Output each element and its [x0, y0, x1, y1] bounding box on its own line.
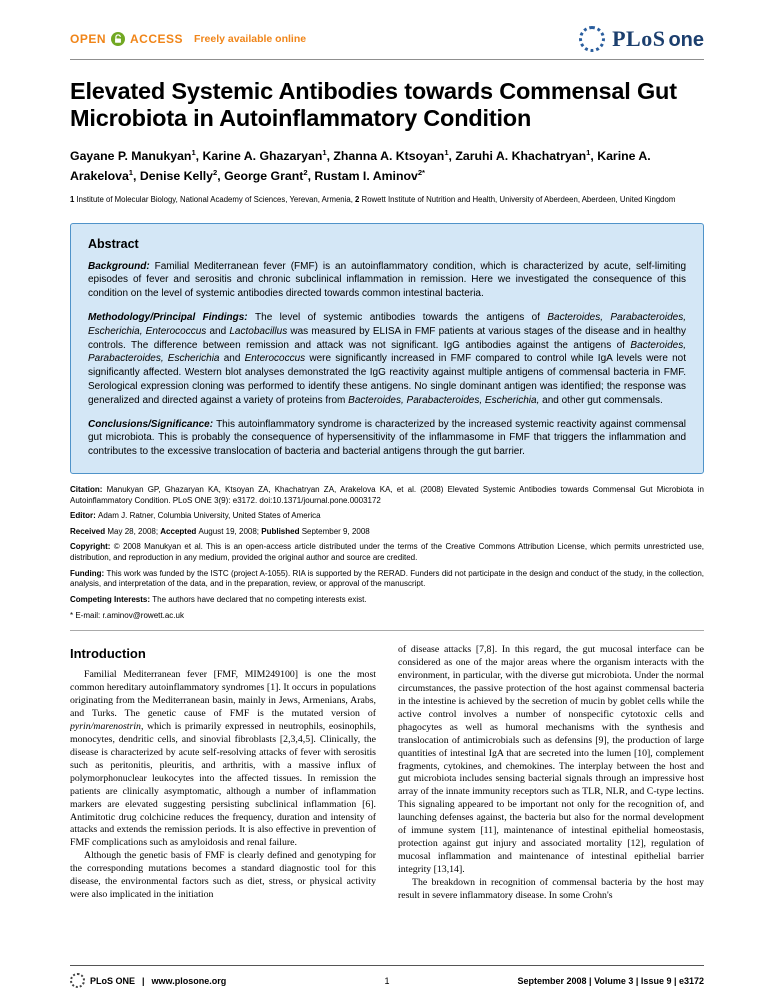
footer-left: [70, 973, 385, 988]
email-link[interactable]: r.aminov@rowett.ac.uk: [102, 610, 184, 620]
footer-issue-info: September 2008 | Volume 3 | Issue 9 | e3172: [517, 975, 705, 986]
footer-journal-name: PLoS ONE: [90, 975, 136, 986]
copyright-line: Copyright: © 2008 Manukyan et al. This is an open-access article distributed under the terms of the Creative Commons Attribution License, which permits unrestricted use, distribution, and reproduction in any medium, provided the original author and source are credited.: [70, 542, 704, 563]
abstract-heading: Abstract: [88, 236, 139, 251]
right-column: [398, 644, 704, 965]
email-line: [70, 611, 704, 622]
article-title: Elevated Systemic Antibodies towards Commensal Gut Microbiota in Autoinflammatory Condition: [70, 78, 677, 132]
abstract-conclusions-paragraph: Conclusions/Significance: This autoinflammatory syndrome is characterized by the increased systemic reactivity against commensal gut microbiota. This is probably the consequence of hypersensitivity of the inflammasome in FMF that triggers the inflammation and contributes to the excessive translocation of bacteria and bacterial antigens through the gut barrier.: [88, 418, 686, 458]
plos-globe-icon: [579, 26, 605, 52]
brand-one-text: one: [668, 29, 704, 51]
plos-one-logo: [579, 26, 704, 52]
email-label: * E-mail:: [70, 610, 103, 620]
funding-line: Funding: This work was funded by the ISTC (project A-1055). RIA is supported by the RERAD. Funders did not participate in the design and conduct of the study, in the collection, analysis, and interpretation of the data, and in the preparation, review, or approval of the manuscript.: [70, 568, 704, 589]
left-column: [70, 644, 376, 965]
article-metadata: [70, 485, 704, 631]
brand-plos-text: PLoS: [612, 26, 666, 51]
affiliations: 1 Institute of Molecular Biology, National Academy of Sciences, Yerevan, Armenia, 2 Rowett Institute of Nutrition and Health, University of Aberdeen, Aberdeen, United Kingdom: [70, 195, 676, 205]
intro-paragraph-2: Although the genetic basis of FMF is clearly defined and genotyping for the corresponding mutations becomes a standard diagnostic tool for this disease, the environmental factors such as diet, stress, or physical activity were also implicated in the initiation: [70, 850, 376, 901]
footer-separator: |: [142, 975, 145, 986]
footer-journal-url: www.plosone.org: [151, 975, 227, 986]
abstract-methodology-paragraph: Methodology/Principal Findings: The level of systemic antibodies towards the antigens of Bacteroides, Parabacteroides, Escherichia, Enterococcus and Lactobacillus was measured by ELISA in FMF patients at various stages of the disease and in healthy controls. The difference between remission and attack was not significant. IgG antibodies against the antigens of Bacteroides, Parabacteroides, Escherichia and Enterococcus were significantly increased in FMF compared to control while IgA levels were not significantly affected. Western blot analyses demonstrated the IgG reactivity against multiple antigens of commensal bacteria in FMF. Serological expression cloning was performed to identify these antigens. No single dominant antigen was identified; the response was generalized and directed against a variety of proteins from Bacteroides, Parabacteroides, Escherichia, and other gut commensals.: [88, 312, 686, 406]
plos-stamp-icon: [70, 973, 85, 988]
dates-line: Received May 28, 2008; Accepted August 19, 2008; Published September 9, 2008: [70, 526, 370, 536]
footer-page-number: 1: [384, 975, 390, 986]
abstract-box: [70, 223, 704, 474]
masthead: [70, 26, 704, 60]
editor-line: Editor: Adam J. Ratner, Columbia University, United States of America: [70, 511, 321, 521]
intro-paragraph-3: of disease attacks [7,8]. In this regard, the gut mucosal interface can be considered as one of the major areas where the organism interacts with the environment, in particular, with the diverse gut microbiota. Under the normal circumstances, the passive protection of the host against commensal bacteria in the intestine is achieved by the secretion of mucin by goblet cells while the active control involves a number of nonspecific cytotoxic cells and phagocytes as well as humoral mechanisms with the synthesis and translocation of antimicrobials such as defensins [9], the production of large quantities of intestinal IgA that are secreted into the lumen [10], complement fragments, cytokines, and chemokines. The interplay between the host and gut microbiota includes sensing bacterial signals through an impressive host array of the innate immunity receptors such as TLR, NLR, and C-type lectins. This signaling appeared to be important not only for the recognition of, and launching defenses against, the bacteria but also for the normal development of immune system [11], maintenance of intestinal epithelial homeostasis, protection against gut injury and associated mortality [12], regulation of mucosal inflammation and maintenance of intestinal epithelial barrier integrity [13,14].: [398, 644, 704, 875]
freely-available-label: Freely available online: [194, 33, 307, 45]
open-lock-icon: [111, 32, 125, 46]
open-access-badge: [70, 32, 306, 46]
open-access-open-label: OPEN: [70, 32, 107, 46]
intro-paragraph-4: The breakdown in recognition of commensal bacteria by the host may result in severe inflammatory disease. In some Crohn's: [398, 876, 704, 901]
competing-interests-line: Competing Interests: The authors have declared that no competing interests exist.: [70, 594, 367, 604]
open-access-access-label: ACCESS: [130, 32, 184, 46]
citation-line: Citation: Manukyan GP, Ghazaryan KA, Ktsoyan ZA, Khachatryan ZA, Arakelova KA, et al. (2008) Elevated Systemic Antibodies towards Commensal Gut Microbiota in Autoinflammatory Condition. PLoS ONE 3(9): e3172. doi:10.1371/journal.pone.0003172: [70, 484, 705, 505]
plos-one-wordmark: [612, 26, 704, 52]
page-footer: [70, 965, 704, 1000]
author-list: Gayane P. Manukyan$^1$, Karine A. Ghazaryan$^1$, Zhanna A. Ktsoyan$^1$, Zaruhi A. Khachatryan$^1$, Karine A. Arakelova$^1$, Denise Kelly$^2$, George Grant$^2$, Rustam I. Aminov$^{2*}$: [70, 147, 651, 183]
article-body: [70, 644, 704, 965]
abstract-background-paragraph: Background: Familial Mediterranean fever (FMF) is an autoinflammatory condition, which is characterized by acute, self-limiting episodes of fever and serositis and chronic subclinical inflammation in remission. Here we investigated the consequence of this condition on the level of systemic antibodies directed towards common intestinal bacteria.: [88, 260, 687, 300]
intro-paragraph-1: Familial Mediterranean fever [FMF, MIM249100] is one the most common hereditary autoinflammatory syndromes [1]. It occurs in populations originating from the Mediterranean basin, mainly in Jews, Armenians, Arabs, and Turks. The genetic cause of FMF is the mutated version of pyrin/marenostrin, which is primarily expressed in neutrophils, eosinophils, monocytes, dendritic cells, and sinovial fibroblasts [2,3,4,5]. Clinically, the disease is characterized by acute self-resolving attacks of fever with serositis such as peritonitis, pleuritis, and arthritis, with a massive influx of polymorphonuclear leukocytes into the affected tissues. In remission the patients are clinically asymptomatic, although a number of inflammation markers are elevated suggesting persisting subclinical inflammation [6]. Antimitotic drug colchicine reduces the frequency, duration and intensity of attacks and extends the remission periods. It is also effective in prevention of FMF complications such as amyloidosis and renal failure.: [70, 669, 376, 849]
introduction-heading: Introduction: [70, 646, 146, 662]
